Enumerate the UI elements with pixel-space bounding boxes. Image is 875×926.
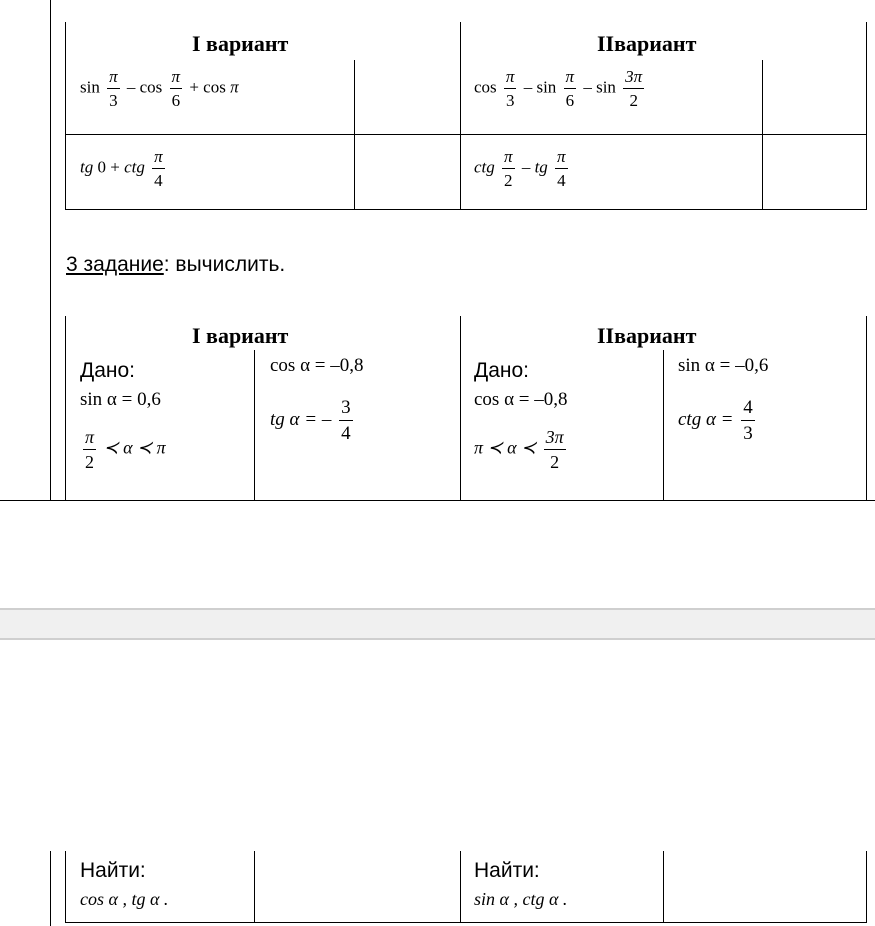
expr-row1-right: cos $\frac{\pi}{3}$ – sin $\frac{\pi}{6}$ – sin $\frac{3\pi}{2}$ — [474, 67, 643, 110]
answer-tg-left: tg α = – $\frac{3}{4}$ — [270, 397, 351, 444]
answer-cos-left: cos α = –0,8 — [270, 355, 364, 376]
expr-row2-left: tg 0 + ctg $\frac{\pi}{4}$ — [80, 147, 163, 190]
find-label-left: Найти: — [80, 859, 146, 882]
variant-1-header-2: I вариант — [192, 323, 289, 348]
variant-2-header-2: IIвариант — [597, 323, 697, 348]
find-label-right: Найти: — [474, 859, 540, 882]
given-cos-right: cos α = –0,8 — [474, 389, 568, 410]
page-margin-line — [50, 0, 51, 500]
variant-2-header: IIвариант — [597, 31, 697, 56]
answer-sin-right: sin α = –0,6 — [678, 355, 769, 376]
answer-ctg-right: ctg α = $\frac{4}{3}$ — [678, 397, 753, 444]
expr-row2-right: ctg $\frac{\pi}{2}$ – tg $\frac{\pi}{4}$ — [474, 147, 566, 190]
expr-row1-left: sin $\frac{\pi}{3}$ – cos $\frac{\pi}{6}$ + cos π — [80, 67, 239, 110]
find-expr-right: sin α , ctg α . — [474, 889, 568, 909]
variant-1-header: I вариант — [192, 31, 289, 56]
page-margin-line-2 — [50, 851, 51, 926]
given-label-right: Дано: — [474, 359, 530, 382]
given-sin-left: sin α = 0,6 — [80, 389, 161, 410]
page-break — [0, 608, 875, 640]
given-label-left: Дано: — [80, 359, 136, 382]
given-ineq-right: π ≺ α ≺ $\frac{3\pi}{2}$ — [474, 427, 564, 472]
task-3-heading: 3 задание: вычислить. — [66, 253, 286, 276]
find-expr-left: cos α , tg α . — [80, 889, 169, 909]
given-ineq-left: $\frac{\pi}{2}$ ≺ α ≺ π — [85, 427, 166, 472]
